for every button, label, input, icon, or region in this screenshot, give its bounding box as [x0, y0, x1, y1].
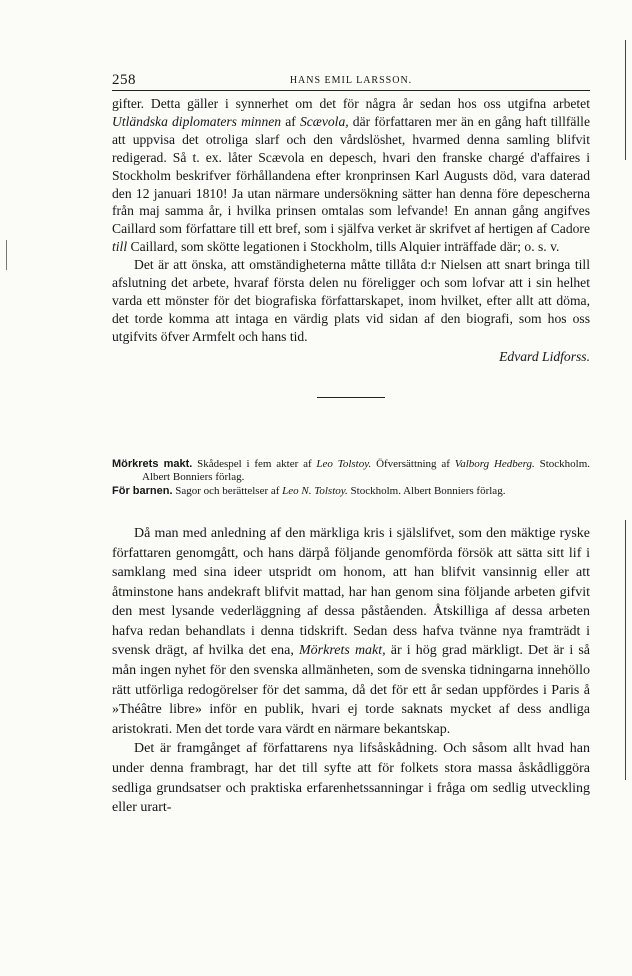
text-run: gifter. Detta gäller i synnerhet om det för några år sedan hos oss utgifna arbetet: [112, 96, 590, 111]
review-paragraph-2: Det är framgånget af författarens nya lifsåskådning. Och såsom allt hvad han under denna frambragt, har det till syfte att för folkets stora massa åskådliggöra sedliga grundsatser och praktiska erfarenhetssanningar i fråga om sedlig utveckling eller urart-: [112, 741, 590, 816]
bib-entry-2: [112, 485, 590, 498]
text-run: Skådespel i fem akter af: [192, 457, 317, 470]
italic-title: Mörkrets makt,: [299, 643, 386, 659]
text-run: Då man med anledning af den märkliga kris i själslifvet, som den mäktige ryske författaren genomgått, och hans därpå följande genomförda försök att sätta sitt lif i samklang med sina ideer utspridt om honom, att han blifvit vansinnig eller att åtminstone hans andekraft blifvit mattad, har han genom sina följande arbeten gifvit den mest lysande vederläggning af dessa påståenden. Åtskilliga af dessa arbeten hafva redan behandlats i denna tidskrift. Sedan dess hafva tvänne nya framträdt i svensk drägt, af hvilka det ena,: [112, 525, 590, 659]
running-header: [112, 72, 590, 91]
text-run: är i hög grad märkligt. Det är i så mån ingen nyhet för den svenska allmänheten, som de svenska tidningarna innehöllo rätt utförliga redogörelser för det samma, då det för ett år sedan uppfördes i Paris å »Théâtre libre» inför en publik, hvari ej torde saknats mycket af dess andliga aristokrati. Men det torde vara värdt en närmare bekantskap.: [112, 643, 590, 737]
bib-author: Leo N. Tolstoy.: [282, 484, 348, 497]
text-run: Stockholm. Albert Bonniers förlag.: [142, 457, 591, 484]
article-paragraph-2: Det är att önska, att omständigheterna måtte tillåta d:r Nielsen att snart bringa till afslutning det arbete, hvaraf första delen nu föreligger och som lofvar att i sin helhet varda ett mönster för det biografiska författarskapet, inom hvilket, efter allt att döma, det torde komma att intaga en värdig plats vid sidan af den biografi, som hos oss utgifvits öfver Armfelt och hans tid.: [112, 257, 590, 344]
running-head-title: HANS EMIL LARSSON.: [289, 75, 413, 86]
text-run: af: [281, 113, 300, 129]
text-run: Öfversättning af: [371, 457, 455, 470]
review-paragraph-1: [112, 524, 590, 740]
italic-word: till: [112, 239, 128, 255]
bib-author: Leo Tolstoy.: [316, 457, 372, 470]
bib-title: För barnen.: [112, 484, 173, 497]
text-run: Caillard, som skötte legationen i Stockholm, tills Alquier inträffade där; o. s. v.: [127, 239, 560, 255]
bib-translator: Valborg Hedberg.: [454, 457, 535, 470]
article-paragraph-1: [112, 95, 590, 256]
page: [112, 72, 590, 818]
bib-entry-1: [112, 458, 590, 485]
page-edge-mark-right-lower: [625, 520, 626, 780]
text-run: Sagor och berättelser af: [172, 484, 283, 497]
author-signature: Edvard Lidforss.: [499, 348, 590, 364]
article-end: [112, 95, 590, 366]
italic-title: Utländska diplomaters minnen: [112, 113, 282, 129]
italic-author: Scævola,: [299, 113, 349, 129]
page-edge-mark-right: [625, 40, 626, 160]
page-edge-mark-left: [6, 240, 7, 270]
text-run: Stockholm. Albert Bonniers förlag.: [347, 484, 506, 497]
text-run: där författaren mer än en gång haft tillfälle att uppvisa det otroliga slarf och den vårdslöshet, hvarmed denna samling blifvit redigerad. Så t. ex. låter Scævola en depesch, hvari den franske chargé d'affaires i Stockholm beskrifver förhållandena efter kronprinsen Karl Augusts död, vara daterad den 12 januari 1810! Ja utan närmare undersökning sätter han denna före depescherna från maj samma år, i hvilka prinsen omtalas som lefvande! En annan gång angifves Caillard som författare till ett bref, som i själfva verket är skrifvet af hertigen af Cadore: [112, 113, 590, 237]
page-number: 258: [112, 72, 136, 88]
section-divider: [317, 397, 385, 398]
review: [112, 524, 590, 818]
bib-title: Mörkrets makt.: [112, 457, 193, 470]
bibliography: [112, 458, 590, 498]
